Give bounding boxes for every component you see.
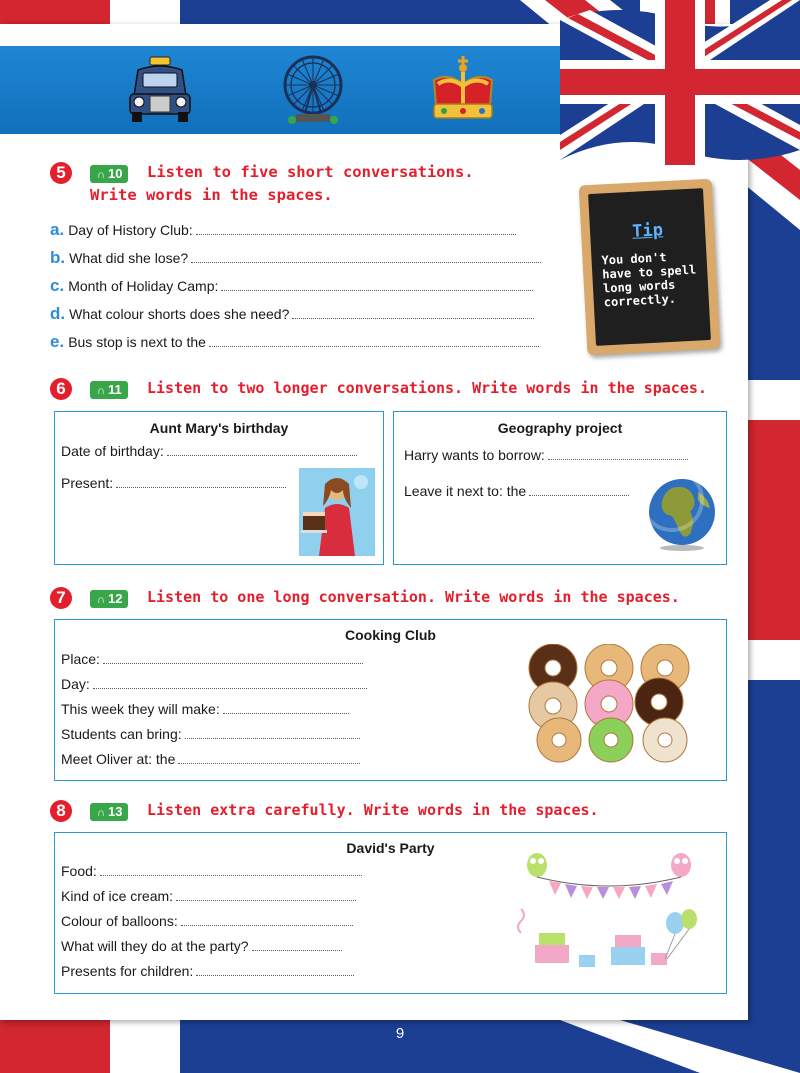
tip-chalkboard	[579, 179, 721, 356]
harry-borrow-line	[404, 447, 688, 463]
day-line	[61, 676, 367, 692]
answer-blank[interactable]	[191, 252, 541, 263]
line-label: Date of birthday:	[61, 443, 164, 459]
exercise-6-number: 6	[50, 378, 72, 400]
question-text: What colour shorts does she need?	[69, 306, 290, 322]
line-label: Food:	[61, 863, 97, 879]
question-letter: b.	[50, 248, 66, 267]
page-number: 9	[395, 1025, 405, 1042]
place-line	[61, 651, 363, 667]
present-line	[61, 475, 286, 491]
answer-blank[interactable]	[209, 336, 539, 347]
tip-title: Tip	[631, 220, 664, 242]
geography-project-box	[393, 411, 727, 565]
answer-blank[interactable]	[548, 449, 688, 460]
track-number: 12	[108, 591, 123, 606]
question-e	[50, 332, 539, 352]
date-of-birthday-line	[61, 443, 357, 459]
answer-blank[interactable]	[292, 308, 534, 319]
exercise-8-number: 8	[50, 800, 72, 822]
question-text: Month of Holiday Camp:	[68, 278, 219, 294]
this-week-line	[61, 701, 349, 717]
ferris-wheel-icon	[280, 54, 346, 126]
answer-blank[interactable]	[100, 865, 362, 876]
audio-track-13[interactable]	[90, 803, 128, 821]
audio-track-11[interactable]	[90, 381, 128, 399]
meet-oliver-line	[61, 751, 360, 767]
headphones-icon: ∩	[97, 807, 105, 819]
answer-blank[interactable]	[223, 703, 349, 714]
answer-blank[interactable]	[221, 280, 533, 291]
ice-cream-line	[61, 888, 356, 904]
presents-line	[61, 963, 354, 979]
line-label: Day:	[61, 676, 90, 692]
exercise-8-instruction: Listen extra carefully. Write words in the spaces.	[147, 801, 599, 819]
answer-blank[interactable]	[252, 940, 342, 951]
exercise-7-number: 7	[50, 587, 72, 609]
question-letter: d.	[50, 304, 66, 323]
answer-blank[interactable]	[176, 890, 356, 901]
question-c	[50, 276, 533, 296]
chalkboard-surface	[588, 188, 711, 346]
track-number: 13	[108, 804, 123, 819]
track-number: 11	[108, 382, 122, 397]
exercise-6-instruction: Listen to two longer conversations. Write words in the spaces.	[147, 379, 707, 397]
answer-blank[interactable]	[196, 965, 354, 976]
aunt-mary-birthday-box	[54, 411, 384, 565]
answer-blank[interactable]	[185, 728, 360, 739]
headphones-icon: ∩	[97, 385, 105, 397]
answer-blank[interactable]	[167, 445, 357, 456]
box-title: David's Party	[346, 840, 435, 856]
question-a	[50, 220, 516, 240]
globe-icon	[646, 478, 718, 552]
question-letter: a.	[50, 220, 65, 239]
taxi-icon	[128, 56, 192, 124]
answer-blank[interactable]	[529, 485, 629, 496]
audio-track-12[interactable]	[90, 590, 128, 608]
question-text: Day of History Club:	[68, 222, 193, 238]
line-label: Present:	[61, 475, 114, 491]
food-line	[61, 863, 362, 879]
woman-with-cake-image	[299, 468, 375, 556]
question-text: Bus stop is next to the	[68, 334, 206, 350]
exercise-5-number: 5	[50, 162, 72, 184]
headphones-icon: ∩	[97, 169, 105, 181]
question-letter: e.	[50, 332, 65, 351]
line-label: Colour of balloons:	[61, 913, 178, 929]
leave-it-next-to-line	[404, 483, 629, 499]
line-label: Leave it next to: the	[404, 483, 527, 499]
answer-blank[interactable]	[116, 477, 286, 488]
answer-blank[interactable]	[93, 678, 367, 689]
line-label: Harry wants to borrow:	[404, 447, 545, 463]
balloons-line	[61, 913, 353, 929]
audio-track-10[interactable]	[90, 165, 128, 183]
tip-text: You don't have to spell long words correctly.	[601, 250, 697, 310]
doughnuts-image	[523, 644, 695, 764]
question-d	[50, 304, 534, 324]
line-label: Presents for children:	[61, 963, 194, 979]
answer-blank[interactable]	[196, 224, 516, 235]
box-title: Aunt Mary's birthday	[149, 420, 289, 436]
line-label: Kind of ice cream:	[61, 888, 174, 904]
track-number: 10	[108, 166, 123, 181]
box-title: Geography project	[497, 420, 623, 436]
exercise-5-instruction-line2: Write words in the spaces.	[90, 186, 333, 204]
line-label: Meet Oliver at: the	[61, 751, 176, 767]
answer-blank[interactable]	[181, 915, 353, 926]
crown-icon	[430, 54, 496, 124]
headphones-icon: ∩	[97, 594, 105, 606]
line-label: Students can bring:	[61, 726, 182, 742]
box-title: Cooking Club	[345, 627, 436, 643]
party-decorations-image	[515, 849, 705, 985]
line-label: Place:	[61, 651, 100, 667]
exercise-7-instruction: Listen to one long conversation. Write words in the spaces.	[147, 588, 680, 606]
question-text: What did she lose?	[69, 250, 189, 266]
line-label: What will they do at the party?	[61, 938, 249, 954]
answer-blank[interactable]	[103, 653, 363, 664]
exercise-5-instruction-line1: Listen to five short conversations.	[147, 163, 474, 181]
cooking-club-box	[54, 619, 727, 781]
union-jack-flag-icon	[560, 0, 800, 165]
question-b	[50, 248, 541, 268]
answer-blank[interactable]	[178, 753, 360, 764]
students-can-bring-line	[61, 726, 360, 742]
question-letter: c.	[50, 276, 65, 295]
davids-party-box	[54, 832, 727, 994]
party-activity-line	[61, 938, 342, 954]
line-label: This week they will make:	[61, 701, 220, 717]
